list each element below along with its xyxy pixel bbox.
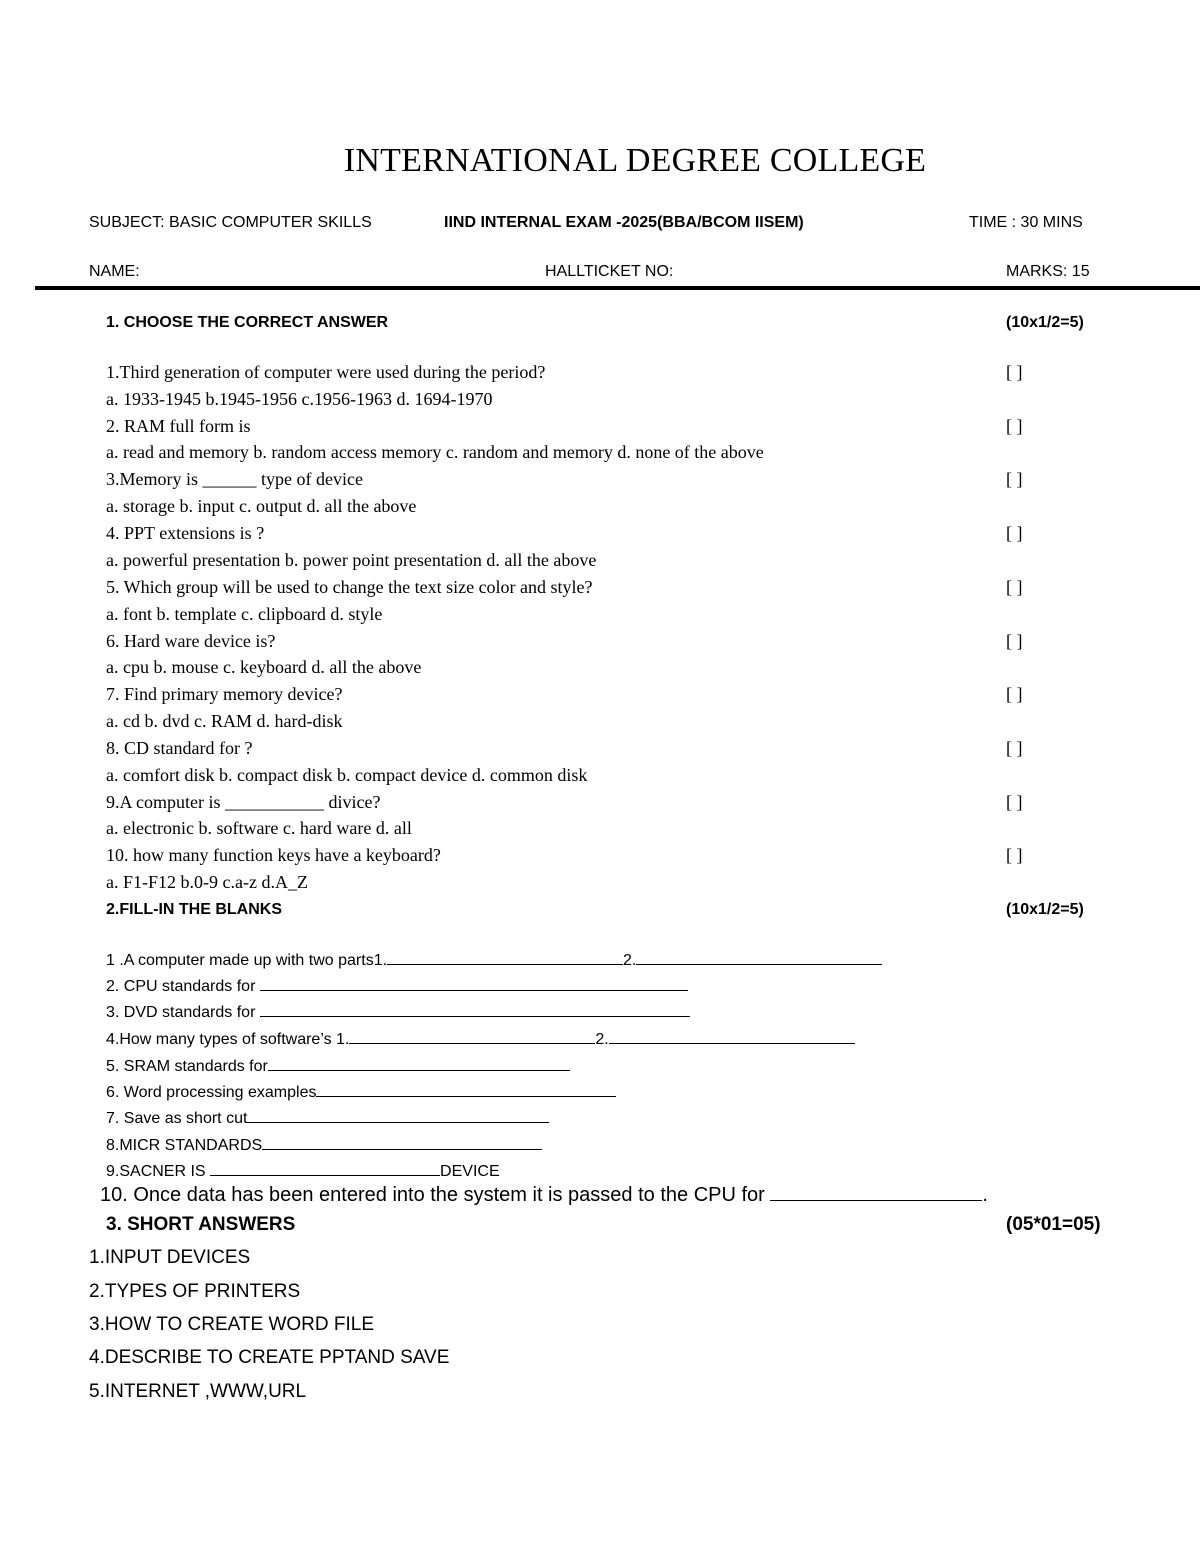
section3-title: 3. SHORT ANSWERS	[106, 1214, 296, 1235]
section1-marks: (10x1/2=5)	[1006, 314, 1084, 331]
fill-blank-10-end: .	[982, 1184, 988, 1206]
header-divider	[35, 286, 1200, 290]
short-answer-1: 1.INPUT DEVICES	[89, 1247, 251, 1268]
options-3: a. storage b. input c. output d. all the above	[106, 496, 417, 516]
blank-line[interactable]	[268, 1056, 570, 1071]
options-7: a. cd b. dvd c. RAM d. hard-disk	[106, 711, 343, 731]
fill-blank-3	[106, 1002, 690, 1022]
short-answer-2: 2.TYPES OF PRINTERS	[89, 1281, 301, 1302]
fill-blank-5	[106, 1056, 570, 1076]
blank-line[interactable]	[260, 1002, 690, 1017]
question-2: 2. RAM full form is	[106, 416, 251, 436]
fill-blank-4	[106, 1029, 855, 1049]
question-1: 1.Third generation of computer were used during the period?	[106, 362, 546, 382]
fill-blank-4-text-a: 4.How many types of software’s 1.	[106, 1031, 350, 1048]
time-label: TIME : 30 MINS	[969, 214, 1083, 231]
fill-blank-1-text-b: 2.	[623, 952, 637, 969]
question-5: 5. Which group will be used to change the text size color and style?	[106, 577, 593, 597]
name-field-label: NAME:	[89, 263, 140, 280]
hallticket-label: HALLTICKET NO:	[545, 263, 674, 280]
answer-bracket-9[interactable]: [ ]	[1006, 792, 1023, 812]
section1-title: 1. CHOOSE THE CORRECT ANSWER	[106, 314, 389, 331]
question-6: 6. Hard ware device is?	[106, 631, 276, 651]
blank-line[interactable]	[636, 950, 882, 965]
fill-blank-7-text: 7. Save as short cut	[106, 1110, 248, 1127]
fill-blank-6-text: 6. Word processing examples	[106, 1084, 317, 1101]
fill-blank-10	[100, 1184, 988, 1207]
exam-label: IIND INTERNAL EXAM -2025(BBA/BCOM IISEM)	[444, 214, 804, 231]
answer-bracket-3[interactable]: [ ]	[1006, 469, 1023, 489]
fill-blank-1	[106, 950, 882, 970]
short-answer-4: 4.DESCRIBE TO CREATE PPTAND SAVE	[89, 1347, 450, 1368]
short-answer-3: 3.HOW TO CREATE WORD FILE	[89, 1314, 375, 1335]
blank-line[interactable]	[316, 1082, 616, 1097]
options-4: a. powerful presentation b. power point presentation d. all the above	[106, 550, 597, 570]
options-1: a. 1933-1945 b.1945-1956 c.1956-1963 d. 1694-1970	[106, 389, 493, 409]
fill-blank-10-text: 10. Once data has been entered into the system it is passed to the CPU for	[100, 1184, 771, 1206]
fill-blank-6	[106, 1082, 616, 1102]
options-2: a. read and memory b. random access memory c. random and memory d. none of the above	[106, 442, 764, 462]
options-6: a. cpu b. mouse c. keyboard d. all the above	[106, 657, 422, 677]
blank-line[interactable]	[262, 1135, 542, 1150]
section3-marks: (05*01=05)	[1006, 1214, 1101, 1235]
fill-blank-9-text-a: 9.SACNER IS	[106, 1163, 206, 1180]
section2-marks: (10x1/2=5)	[1006, 901, 1084, 918]
college-title: INTERNATIONAL DEGREE COLLEGE	[343, 142, 927, 179]
blank-line[interactable]	[387, 950, 623, 965]
answer-bracket-2[interactable]: [ ]	[1006, 416, 1023, 436]
fill-blank-8	[106, 1135, 542, 1155]
options-5: a. font b. template c. clipboard d. style	[106, 604, 383, 624]
question-3: 3.Memory is ______ type of device	[106, 469, 363, 489]
blank-line[interactable]	[609, 1029, 855, 1044]
answer-bracket-10[interactable]: [ ]	[1006, 845, 1023, 865]
answer-bracket-5[interactable]: [ ]	[1006, 577, 1023, 597]
options-8: a. comfort disk b. compact disk b. compact device d. common disk	[106, 765, 588, 785]
marks-label: MARKS: 15	[1006, 263, 1090, 280]
section2-title: 2.FILL-IN THE BLANKS	[106, 901, 282, 918]
fill-blank-3-text: 3. DVD standards for	[106, 1004, 256, 1021]
fill-blank-9	[106, 1161, 500, 1181]
short-answer-5: 5.INTERNET ,WWW,URL	[89, 1381, 307, 1402]
fill-blank-9-text-b: DEVICE	[440, 1163, 500, 1180]
blank-line[interactable]	[349, 1029, 595, 1044]
question-4: 4. PPT extensions is ?	[106, 523, 265, 543]
answer-bracket-8[interactable]: [ ]	[1006, 738, 1023, 758]
fill-blank-5-text: 5. SRAM standards for	[106, 1058, 268, 1075]
fill-blank-2-text: 2. CPU standards for	[106, 978, 256, 995]
question-10: 10. how many function keys have a keyboard?	[106, 845, 441, 865]
subject-label: SUBJECT: BASIC COMPUTER SKILLS	[89, 214, 372, 231]
options-10: a. F1-F12 b.0-9 c.a-z d.A_Z	[106, 872, 308, 892]
fill-blank-4-text-b: 2.	[595, 1031, 609, 1048]
question-9: 9.A computer is ___________ divice?	[106, 792, 381, 812]
options-9: a. electronic b. software c. hard ware d. all	[106, 818, 412, 838]
answer-bracket-4[interactable]: [ ]	[1006, 523, 1023, 543]
blank-line[interactable]	[247, 1108, 549, 1123]
answer-bracket-1[interactable]: [ ]	[1006, 362, 1023, 382]
blank-line[interactable]	[210, 1161, 440, 1176]
question-8: 8. CD standard for ?	[106, 738, 253, 758]
question-7: 7. Find primary memory device?	[106, 684, 343, 704]
fill-blank-2	[106, 976, 688, 996]
fill-blank-7	[106, 1108, 549, 1128]
blank-line[interactable]	[770, 1184, 982, 1201]
answer-bracket-6[interactable]: [ ]	[1006, 631, 1023, 651]
blank-line[interactable]	[260, 976, 688, 991]
fill-blank-8-text: 8.MICR STANDARDS	[106, 1137, 263, 1154]
fill-blank-1-text-a: 1 .A computer made up with two parts1.	[106, 952, 388, 969]
answer-bracket-7[interactable]: [ ]	[1006, 684, 1023, 704]
